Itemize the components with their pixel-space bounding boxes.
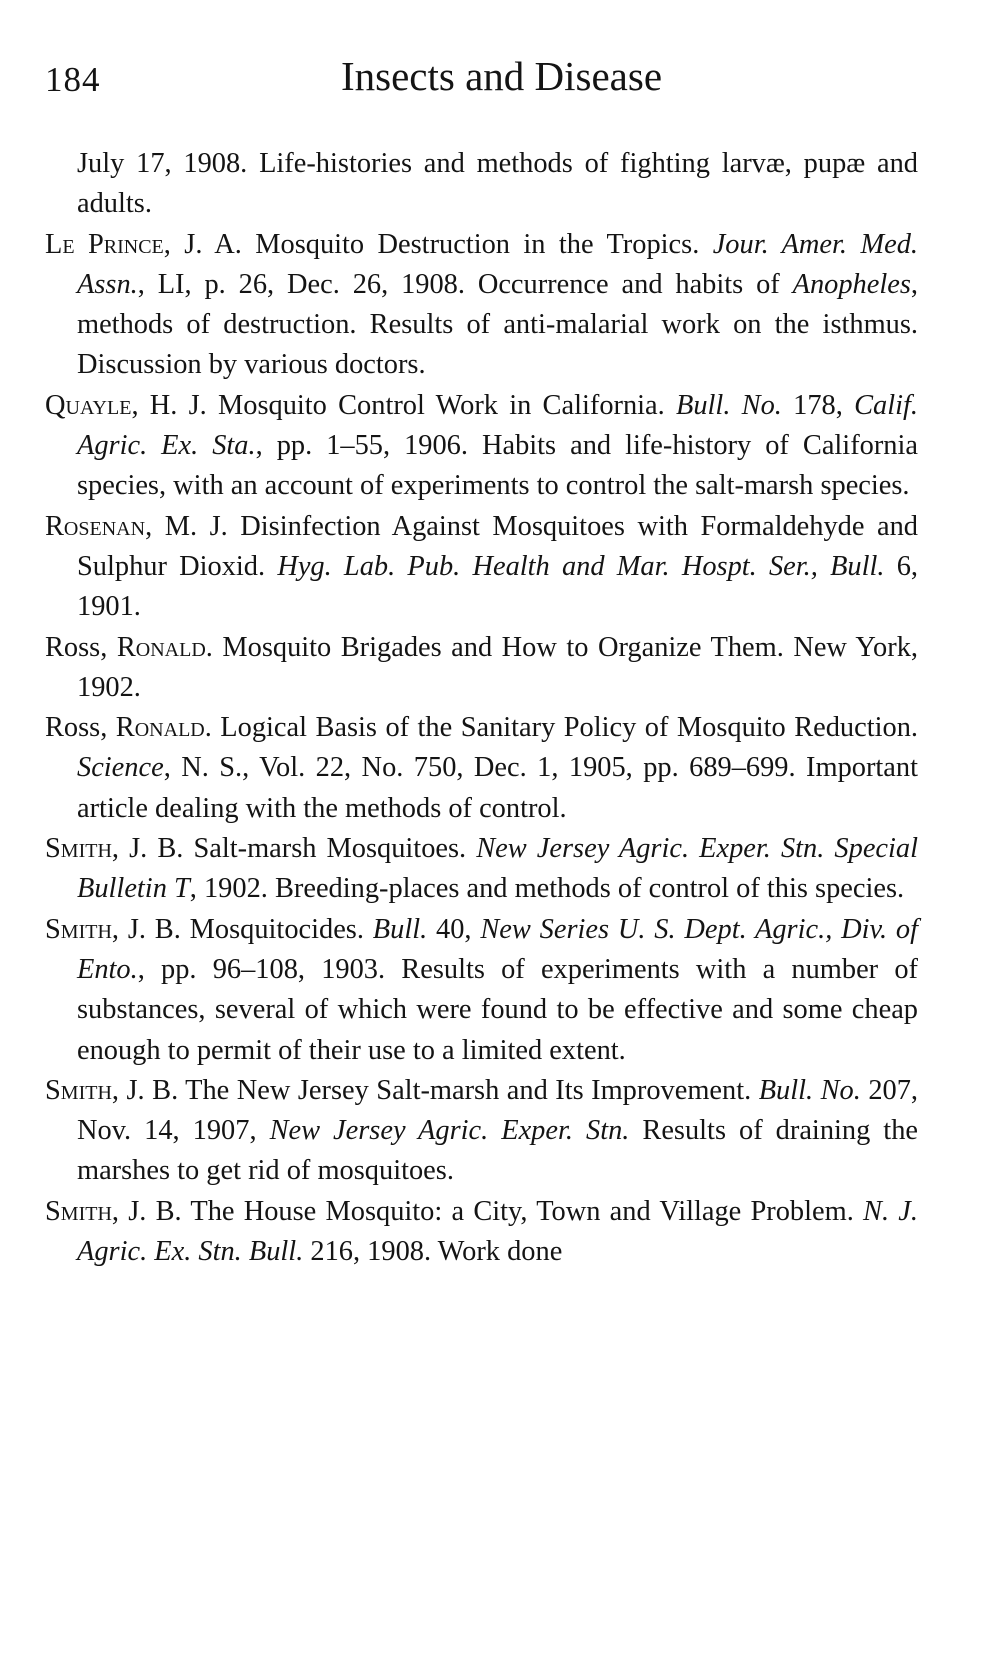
bibliography-list: [45, 144, 918, 1272]
author-name: Rosenan: [45, 510, 146, 542]
entry-text: , pp. 1–55, 1906. Habits and life-history of California species, with an account of experiments to control the salt-marsh species.: [77, 430, 918, 502]
author-name: Smith: [45, 1074, 112, 1106]
author-name: Quayle: [45, 389, 132, 421]
entry-text: , LI, p. 26, Dec. 26, 1908. Occurrence and habits of: [137, 268, 793, 300]
italic-citation-text: Anopheles: [792, 268, 911, 300]
italic-citation-text: New Jersey Agric. Exper. Stn. Special Bulletin T: [77, 833, 918, 905]
italic-citation-text: Calif. Agric. Ex. Sta.: [77, 389, 918, 462]
italic-citation-text: Jour. Amer. Med. Assn.: [77, 228, 918, 300]
page-number: 184: [45, 60, 101, 99]
entry-text: , 1902. Breeding-places and methods of control of this species.: [189, 873, 905, 905]
entry-text: . Logical Basis of the Sanitary Policy of Mosquito Reduction.: [204, 712, 918, 744]
entry-text: , J. B. Mosquitocides.: [111, 913, 373, 945]
bibliography-entry-smith-salt-marsh: [45, 829, 918, 910]
entry-text: , J. A. Mosquito Destruction in the Tropics.: [163, 228, 713, 260]
entry-text: . Mosquito Brigades and How to Organize Them. New York, 1902.: [77, 631, 918, 703]
bibliography-entry-smith-mosquitocides: [45, 910, 918, 1071]
author-name: Smith: [45, 1195, 112, 1227]
entry-text: 40,: [427, 913, 481, 945]
italic-citation-text: New Jersey Agric. Exper. Stn.: [269, 1115, 630, 1147]
entry-text: 178,: [781, 389, 855, 421]
italic-citation-text: Bull.: [372, 913, 428, 945]
entry-text: 216, 1908. Work done: [303, 1236, 563, 1268]
entry-text: 6, 1901.: [77, 550, 918, 623]
italic-citation-text: Bull. No.: [758, 1074, 861, 1106]
entry-text: , M. J. Disinfection Against Mosquitoes with Formaldehyde and Sulphur Dioxid.: [77, 510, 918, 582]
entry-text: , J. B. The New Jersey Salt-marsh and Its Improvement.: [111, 1074, 759, 1106]
entry-text: , methods of destruction. Results of anti-malarial work on the isthmus. Discussion by various doctors.: [77, 268, 918, 381]
italic-citation-text: Hyg. Lab. Pub. Health and Mar. Hospt. Ser., Bull.: [277, 550, 885, 582]
entry-text: 207, Nov. 14, 1907,: [77, 1074, 918, 1147]
entry-text: , N. S., Vol. 22, No. 750, Dec. 1, 1905, pp. 689–699. Important article dealing with the methods of control.: [77, 752, 918, 824]
italic-citation-text: N. J. Agric. Ex. Stn. Bull.: [77, 1195, 918, 1268]
running-head: [45, 52, 918, 108]
entry-text: , pp. 96–108, 1903. Results of experiments with a number of substances, several of which were found to be effective and some cheap enough to permit of their use to a limited extent.: [77, 953, 918, 1066]
entry-text: Ross,: [45, 631, 117, 663]
entry-text: , J. B. Salt-marsh Mosquitoes.: [111, 833, 477, 865]
bibliography-entry-smith-nj-salt-marsh: [45, 1071, 918, 1192]
running-title: Insects and Disease: [340, 53, 663, 99]
bibliography-entry-continued: [45, 144, 918, 225]
author-name: Smith: [45, 833, 112, 865]
bibliography-entry-le-prince: [45, 225, 918, 386]
italic-citation-text: Science: [77, 752, 164, 784]
bibliography-entry-quayle: [45, 386, 918, 507]
entry-text: Ross,: [45, 712, 116, 744]
author-name: Ronald: [115, 712, 205, 744]
bibliography-entry-smith-house-mosquito: [45, 1192, 918, 1273]
author-name: Ronald: [116, 631, 206, 663]
bibliography-entry-rosenan: [45, 507, 918, 628]
entry-text: July 17, 1908. Life-histories and methods of fighting larvæ, pupæ and adults.: [77, 148, 918, 220]
bibliography-entry-ross-logical-basis: [45, 708, 918, 829]
author-name: Smith: [45, 913, 112, 945]
bibliography-entry-ross-brigades: [45, 628, 918, 709]
entry-text: , J. B. The House Mosquito: a City, Town and Village Problem.: [111, 1195, 864, 1227]
entry-text: , H. J. Mosquito Control Work in California.: [131, 389, 676, 421]
italic-citation-text: Bull. No.: [676, 389, 782, 421]
author-name: Le Prince: [45, 228, 164, 260]
entry-text: Results of draining the marshes to get rid of mosquitoes.: [77, 1115, 918, 1187]
italic-citation-text: New Series U. S. Dept. Agric., Div. of Ento.: [77, 913, 919, 985]
